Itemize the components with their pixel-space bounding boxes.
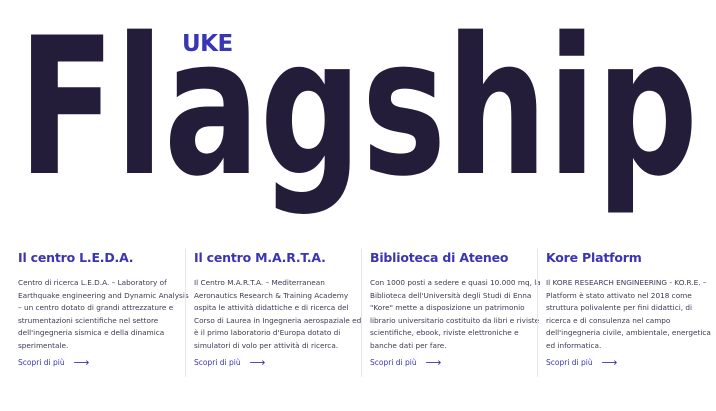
card-link-leda[interactable]: [18, 357, 89, 368]
card-description: Il Centro M.A.R.T.A. – Mediterranean Aeronautics Research & Training Academy ospita le attività didattiche e di ricerca del Corso di Laurea in Ingegneria aerospaziale ed è il primo laboratorio d'Europa dotato di simulatori di volo per attività di ricerca.: [194, 278, 362, 350]
card-kore-platform: [537, 249, 711, 377]
card-link-marta[interactable]: [194, 357, 265, 368]
card-marta: [185, 249, 362, 377]
card-description: Centro di ricerca L.E.D.A. – Laboratory of Earthquake engineering and Dynamic Analysis – un centro dotato di grandi attrezzature e strumentazioni scientifiche nel settore dell'ingegneria sismica e della dinamica sperimentale.: [18, 278, 189, 350]
card-biblioteca: [361, 249, 541, 377]
card-description: Con 1000 posti a sedere e quasi 10.000 mq, la Biblioteca dell'Università degli Studi di Enna "Kore" mette a disposizione un patrimonio librario universitario costituito da libri e riviste scientifiche, ebook, riviste elettroniche e banche dati per fare.: [370, 278, 541, 350]
card-title: Il centro M.A.R.T.A.: [194, 250, 326, 265]
card-title: Biblioteca di Ateneo: [370, 250, 509, 265]
arrow-right-icon: ⟶: [601, 356, 618, 369]
hero-kicker: UKE: [182, 31, 233, 57]
card-link-label: Scopri di più: [370, 358, 417, 367]
card-link-label: Scopri di più: [194, 358, 241, 367]
card-title: Il centro L.E.D.A.: [18, 250, 134, 265]
card-description: Il KORE RESEARCH ENGINEERING - KO.R.E. – Platform è stato attivato nel 2018 come struttura polivalente per fini didattici, di ricerca e di consulenza nel campo dell'ingegneria civile, ambientale, energetica ed informatica.: [546, 278, 711, 350]
card-link-label: Scopri di più: [18, 358, 65, 367]
card-leda: [18, 249, 189, 377]
hero-title-text: Flagship: [18, 0, 698, 218]
arrow-right-icon: ⟶: [249, 356, 266, 369]
cards-row: [0, 249, 716, 377]
arrow-right-icon: ⟶: [425, 356, 442, 369]
card-link-label: Scopri di più: [546, 358, 593, 367]
card-link-biblioteca[interactable]: [370, 357, 441, 368]
arrow-right-icon: ⟶: [73, 356, 90, 369]
card-link-kore-platform[interactable]: [546, 357, 617, 368]
card-title: Kore Platform: [546, 250, 642, 265]
